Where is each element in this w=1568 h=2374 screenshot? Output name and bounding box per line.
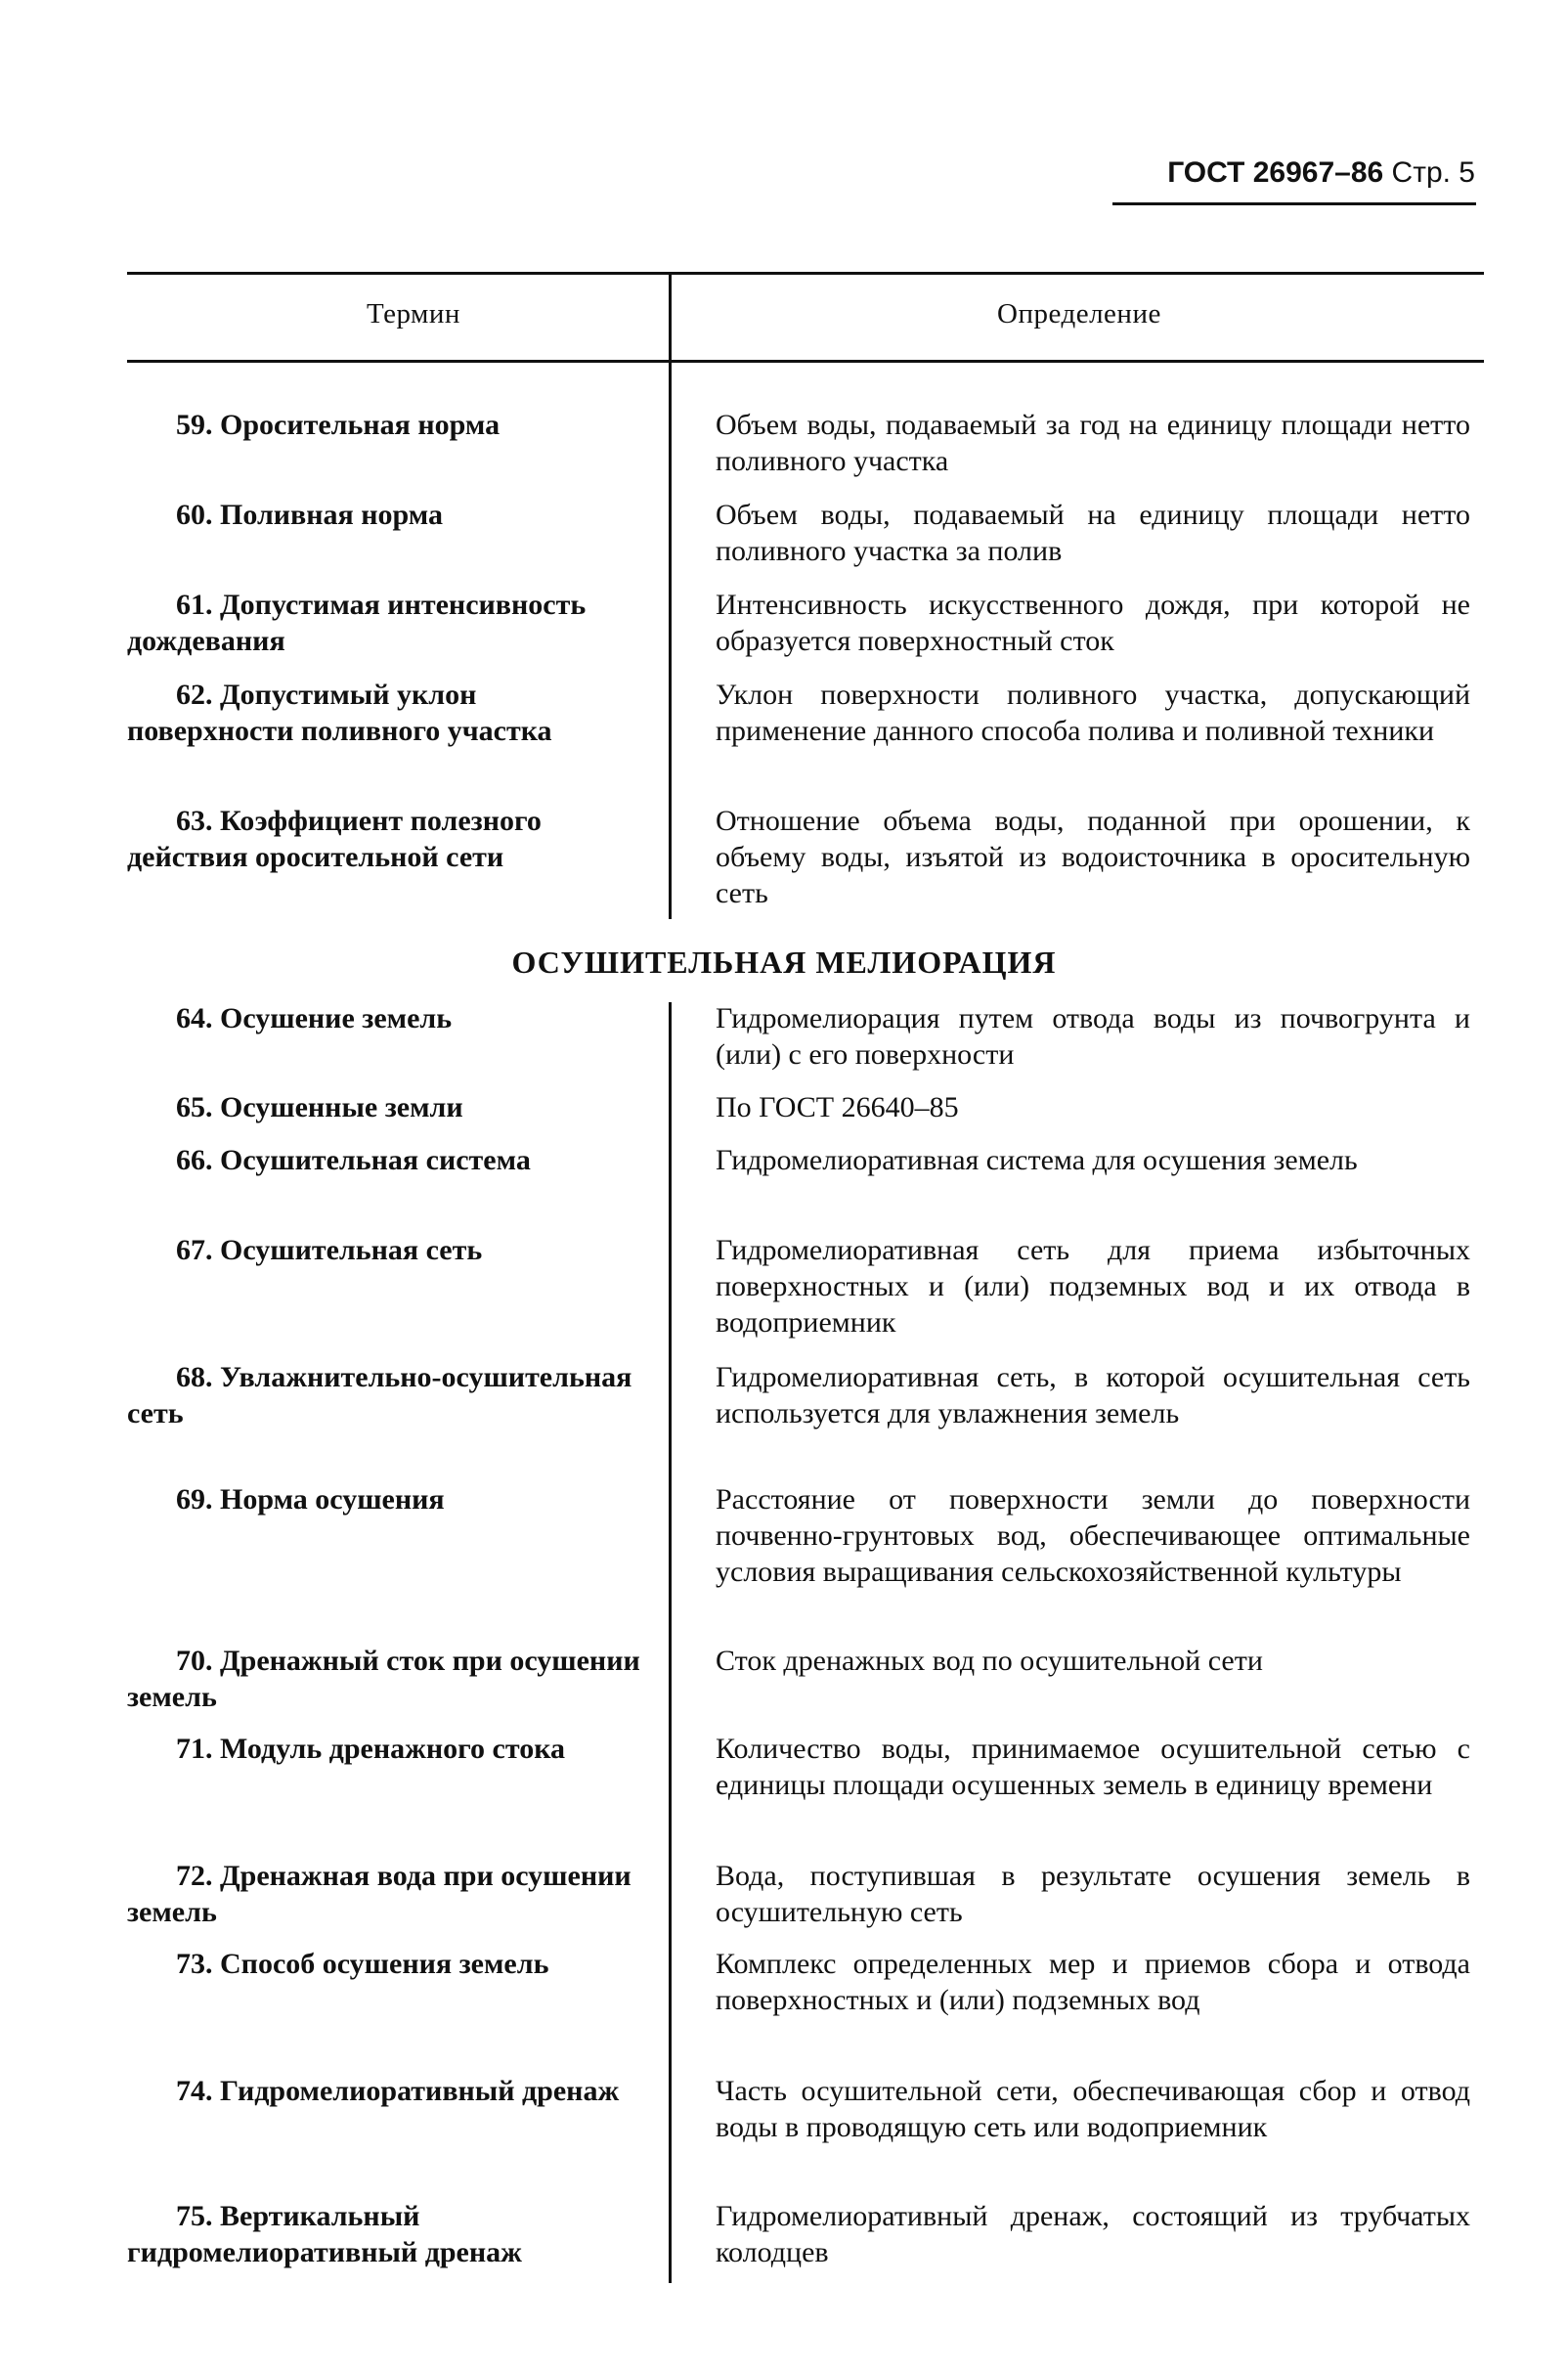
term-71: 71. Модуль дренажного стока [176, 1733, 566, 1765]
page-number: Стр. 5 [1391, 156, 1475, 189]
table-top-rule [127, 272, 1484, 275]
term-72: 72. Дренажная вода при осушении земель [127, 1860, 632, 1928]
term-62: 62. Допустимый уклон поверхности поливного участка [127, 679, 552, 747]
term-68: 68. Увлажнительно-осушительная сеть [127, 1361, 632, 1429]
page-header [1167, 156, 1475, 190]
definition-74: Часть осушительной сети, обеспечивающая сбор и отвод воды в проводящую сеть или водоприемник [716, 2075, 1470, 2143]
term-74: 74. Гидромелиоративный дренаж [176, 2075, 620, 2107]
term-61: 61. Допустимая интенсивность дождевания [127, 589, 587, 657]
definition-73: Комплекс определенных мер и приемов сбора и отвода поверхностных и (или) подземных вод [716, 1948, 1470, 2016]
definition-69: Расстояние от поверхности земли до поверхности почвенно-грунтовых вод, обеспечивающее оптимальные условия выращивания сельскохозяйственной культуры [716, 1483, 1470, 1588]
definition-59: Объем воды, подаваемый за год на единицу площади нетто поливного участка [716, 409, 1470, 477]
definition-64: Гидромелиорация путем отвода воды из почвогрунта и (или) с его поверхности [716, 1002, 1470, 1071]
term-60: 60. Поливная норма [176, 499, 444, 531]
header-underline [1112, 202, 1476, 205]
definition-70: Сток дренажных вод по осушительной сети [716, 1645, 1263, 1677]
column-divider-lower [669, 1002, 672, 2283]
definition-68: Гидромелиоративная сеть, в которой осушительная сеть используется для увлажнения земель [716, 1361, 1470, 1429]
definition-63: Отношение объема воды, поданной при орошении, к объему воды, изъятой из водоисточника в оросительную сеть [716, 805, 1470, 909]
standard-number: ГОСТ 26967–86 [1167, 156, 1384, 189]
term-59: 59. Оросительная норма [176, 409, 501, 441]
term-69: 69. Норма осушения [176, 1483, 445, 1516]
term-73: 73. Способ осушения земель [176, 1948, 549, 1980]
term-70: 70. Дренажный сток при осушении земель [127, 1645, 640, 1713]
definition-71: Количество воды, принимаемое осушительной сетью с единицы площади осушенных земель в единицу времени [716, 1733, 1470, 1801]
definition-75: Гидромелиоративный дренаж, состоящий из трубчатых колодцев [716, 2200, 1470, 2268]
definition-60: Объем воды, подаваемый на единицу площади нетто поливного участка за полив [716, 499, 1470, 567]
term-67: 67. Осушительная сеть [176, 1234, 483, 1266]
term-65: 65. Осушенные земли [176, 1091, 463, 1123]
definition-72: Вода, поступившая в результате осушения земель в осушительную сеть [716, 1860, 1470, 1928]
column-divider-upper [669, 272, 672, 919]
term-63: 63. Коэффициент полезного действия оросительной сети [127, 805, 542, 873]
section-title: ОСУШИТЕЛЬНАЯ МЕЛИОРАЦИЯ [511, 945, 1057, 980]
definition-66: Гидромелиоративная система для осушения земель [716, 1144, 1358, 1176]
column-header-definition: Определение [997, 298, 1161, 330]
definition-67: Гидромелиоративная сеть для приема избыточных поверхностных и (или) подземных вод и их отвода в водоприемник [716, 1234, 1470, 1339]
definition-62: Уклон поверхности поливного участка, допускающий применение данного способа полива и поливной техники [716, 679, 1470, 747]
definition-65: По ГОСТ 26640–85 [716, 1091, 959, 1123]
term-66: 66. Осушительная система [176, 1144, 531, 1176]
table-header-rule [127, 360, 1484, 363]
term-64: 64. Осушение земель [176, 1002, 453, 1034]
definition-61: Интенсивность искусственного дождя, при которой не образуется поверхностный сток [716, 589, 1470, 657]
term-75: 75. Вертикальный гидромелиоративный дренаж [127, 2200, 522, 2268]
column-header-term: Термин [367, 298, 460, 330]
